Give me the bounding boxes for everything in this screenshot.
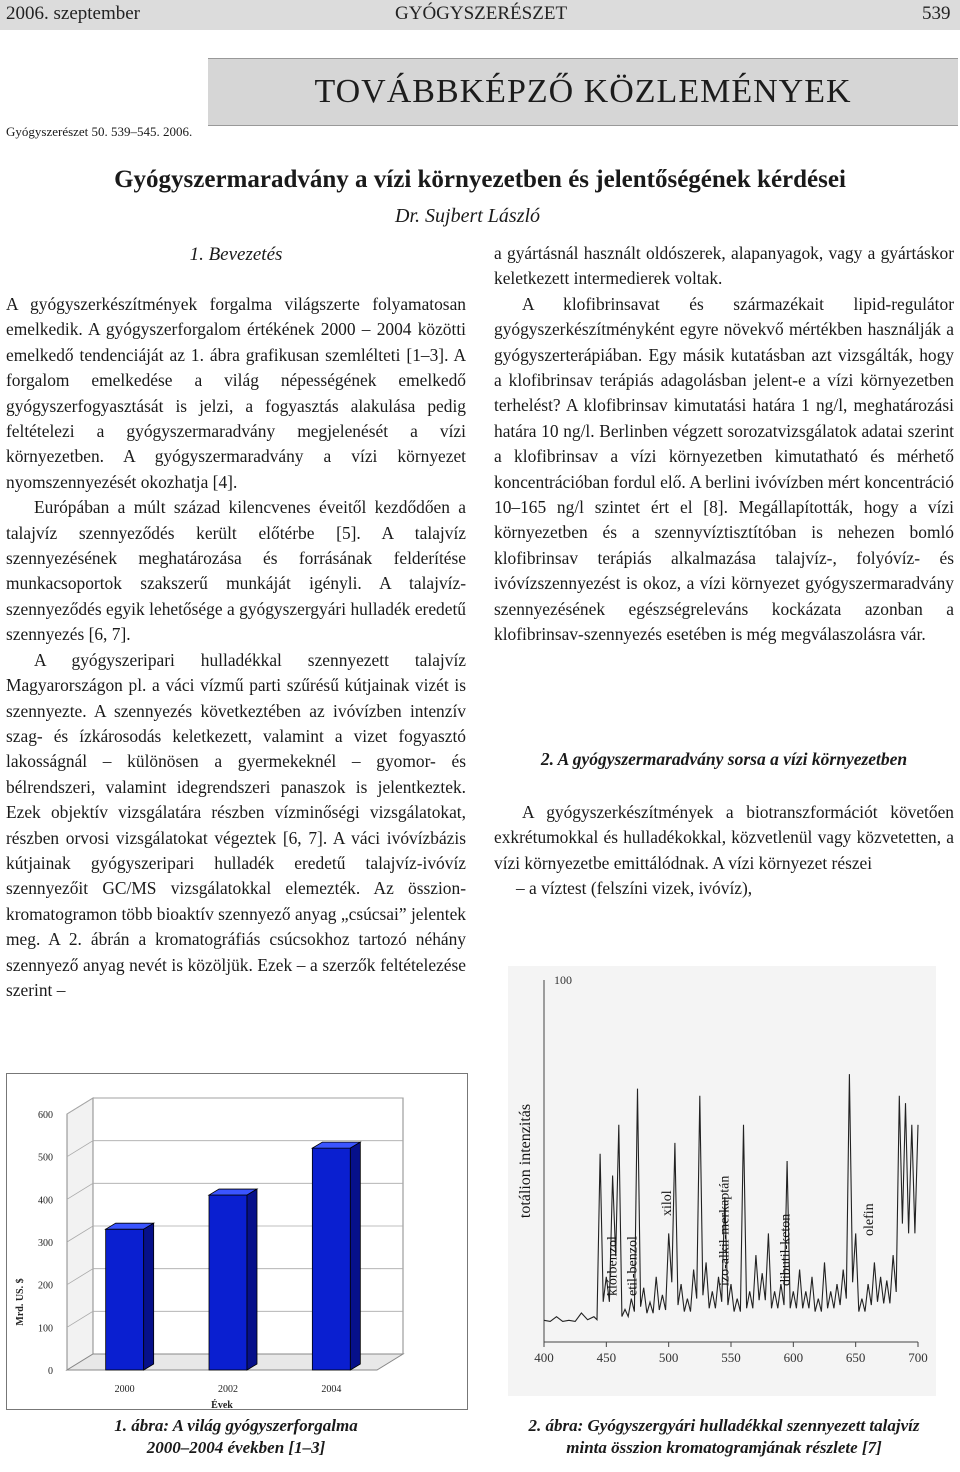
bar-side — [247, 1189, 257, 1370]
y-axis-label: totálion intenzitás — [517, 1103, 534, 1219]
x-tick-label: 650 — [845, 1350, 866, 1365]
x-tick-label: 2002 — [218, 1384, 238, 1395]
article-title: Gyógyszermaradvány a vízi környezetben és jelentőségének kérdései — [114, 166, 846, 193]
y-tick-label: 300 — [38, 1238, 53, 1249]
left-column — [6, 292, 466, 1003]
chromatogram-chart — [508, 966, 936, 1396]
x-tick-label: 2000 — [114, 1384, 135, 1395]
intro-heading: 1. Bevezetés — [189, 244, 283, 265]
peak-label: izo-alkil-merkaptán — [717, 1175, 733, 1286]
x-tick-label: 600 — [783, 1350, 804, 1365]
peak-label: olefin — [862, 1203, 878, 1236]
caption-line: 2. ábra: Gyógyszergyári hulladékkal szennyezett talajvíz — [528, 1416, 920, 1435]
section-banner-text: TOVÁBBKÉPZŐ KÖZLEMÉNYEK — [314, 73, 852, 110]
x-tick-label: 550 — [721, 1350, 741, 1365]
x-tick-label: 400 — [534, 1350, 554, 1365]
paragraph: A gyógyszerkészítmények a biotranszformációt követően exkrétumokkal és hulladékokkal, közvetlenül vagy közvetetten, a vízi környezetbe emittálódnak. A vízi környezet részei — [494, 802, 954, 873]
header-page-number: 539 — [922, 3, 951, 24]
figure-1-caption — [6, 1415, 466, 1459]
x-tick-label: 2004 — [321, 1384, 342, 1395]
section-banner — [208, 58, 958, 126]
caption-line: 1. ábra: A világ gyógyszerforgalma — [114, 1416, 358, 1435]
peak-label: xilol — [660, 1190, 676, 1216]
bar-chart — [7, 1074, 467, 1409]
caption-line: minta összion kromatogramjának részlete [7] — [566, 1438, 882, 1457]
right-column — [494, 241, 954, 648]
x-axis-label: Évek — [211, 1400, 233, 1409]
y-axis-label: Mrd. US. $ — [15, 1278, 26, 1326]
bar-side — [350, 1142, 360, 1370]
peak-label: dibutil-keton — [778, 1213, 794, 1286]
bar — [209, 1195, 247, 1370]
header-date: 2006. szeptember — [6, 3, 141, 24]
y-tick-label: 200 — [38, 1280, 53, 1292]
caption-line: 2000–2004 években [1–3] — [146, 1438, 326, 1457]
section2-text — [494, 800, 954, 902]
header-journal: GYÓGYSZERÉSZET — [395, 3, 568, 24]
paragraph: a gyártásnál használt oldószerek, alapanyagok, vagy a gyártáskor keletkezett intermedierek voltak. — [494, 243, 954, 289]
y-tick-label: 400 — [38, 1195, 53, 1207]
y-tick-label: 500 — [38, 1152, 53, 1164]
x-tick-label: 500 — [658, 1350, 679, 1365]
list-item: – a víztest (felszíni vizek, ivóvíz), — [516, 878, 753, 899]
peak-label: etil-benzol — [625, 1236, 641, 1296]
paragraph: A klofibrinsavat és származékait lipid-regulátor gyógyszerkészítményként egyre növekvő mértékben használják a gyógyszerterápiában. Egy másik kutatásban azt vizsgálták, hogy a klofibrinsav terápiás adagolásban jelent-e a vízi környezetben terhelést? A klofibrinsav kimutatási határa 1 ng/l, meghatározási határa 10 ng/l. Berlinben végzett sorozatvizsgálatok adatai szerint a klofibrinsav a vízi környezetben kimutatható és mérhető koncentrációban fordul elő. A berlini ivóvízben mért koncentráció 10–165 ng/l szintet ért el [8]. Megállapították, hogy a vízi környezetben és a szennyvíztisztítóban is nehezen bomló klofibrinsav terápiás alkalmazása talajvíz-, folyóvíz- és ivóvízszennyezést is okoz, a vízi környezet gyógyszermaradvány szennyezésének egészségreleváns kockázata azonban a klofibrinsav-szennyezés esetében is még megválaszolásra vár. — [494, 293, 954, 645]
author: Dr. Sujbert László — [395, 205, 541, 227]
x-tick-label: 700 — [908, 1350, 928, 1365]
peak-label: klórbenzol — [605, 1236, 621, 1296]
figure-1 — [6, 1073, 468, 1410]
section2-heading: 2. A gyógyszermaradvány sorsa a vízi környezetben — [540, 749, 908, 769]
paragraph: A gyógyszeripari hulladékkal szennyezett talajvíz Magyarországon pl. a váci vízmű parti szűrésű kútjainak vizét is szennyezte. A szennyezés következtében az ivóvízben intenzív szag- és ízkárosodás keletkezett, valamint a vizet fogyasztó lakosságnál – különösen a gyermekeknél – gyomor- és bélrendszeri, valamint idegrendszeri panaszok is jelentkeztek. Ezek objektív vizsgálatára részben vízminőségi vizsgálatokat, részben orvosi vizsgálatokat végeztek [6, 7]. A váci ivóvízbázis kútjainak gyógyszeripari hulladék eredetű talajvíz-ivóvíz szennyezőit GC/MS vizsgálatokkal elemezték. Az összion-kromatogramon több bioaktív szennyező anyag „csúcsai” jelentek meg. A 2. ábrán a kromatográfiás csúcsokhoz tartozó néhány szennyező anyag nevét is közöljük. Ezek – a szerzők feltételezése szerint – — [6, 649, 466, 1000]
figure-2 — [508, 966, 936, 1396]
figure-2-caption — [494, 1415, 954, 1459]
paragraph: A gyógyszerkészítmények forgalma világszerte folyamatosan emelkedik. A gyógyszerforgalom értékének 2000 – 2004 közötti emelkedő tendenciáját az 1. ábra grafikusan szemlélteti [1–3]. A forgalom emelkedése a világ népességének emelkedő gyógyszerfogyasztását is jelzi, a fogyasztás alakulása pedig feltételezi a gyógyszermaradvány megjelenését a vízi környezetben. A gyógyszermaradvány a vízi környezet nyomszennyezését okozhatja [4]. — [6, 294, 466, 492]
y-top-label: 100 — [554, 973, 572, 987]
bar-side — [144, 1223, 154, 1370]
x-tick-label: 450 — [596, 1350, 617, 1365]
y-tick-label: 0 — [48, 1366, 53, 1377]
y-tick-label: 100 — [38, 1323, 53, 1335]
bar — [312, 1148, 350, 1370]
y-tick-label: 600 — [38, 1110, 53, 1121]
paragraph: Európában a múlt század kilencvenes éveitől kezdődően a talajvíz szennyeződés került előtérbe [5]. A talajvíz szennyezésének meghatározása és forrásának felderítése munkacsoportok szakszerű munkáját igényli. A talajvíz-szennyeződés egyik lehetősége a gyógyszergyári hulladék eredetű szennyezés [6, 7]. — [6, 497, 466, 645]
bar — [106, 1229, 144, 1370]
citation: Gyógyszerészet 50. 539–545. 2006. — [6, 124, 193, 139]
